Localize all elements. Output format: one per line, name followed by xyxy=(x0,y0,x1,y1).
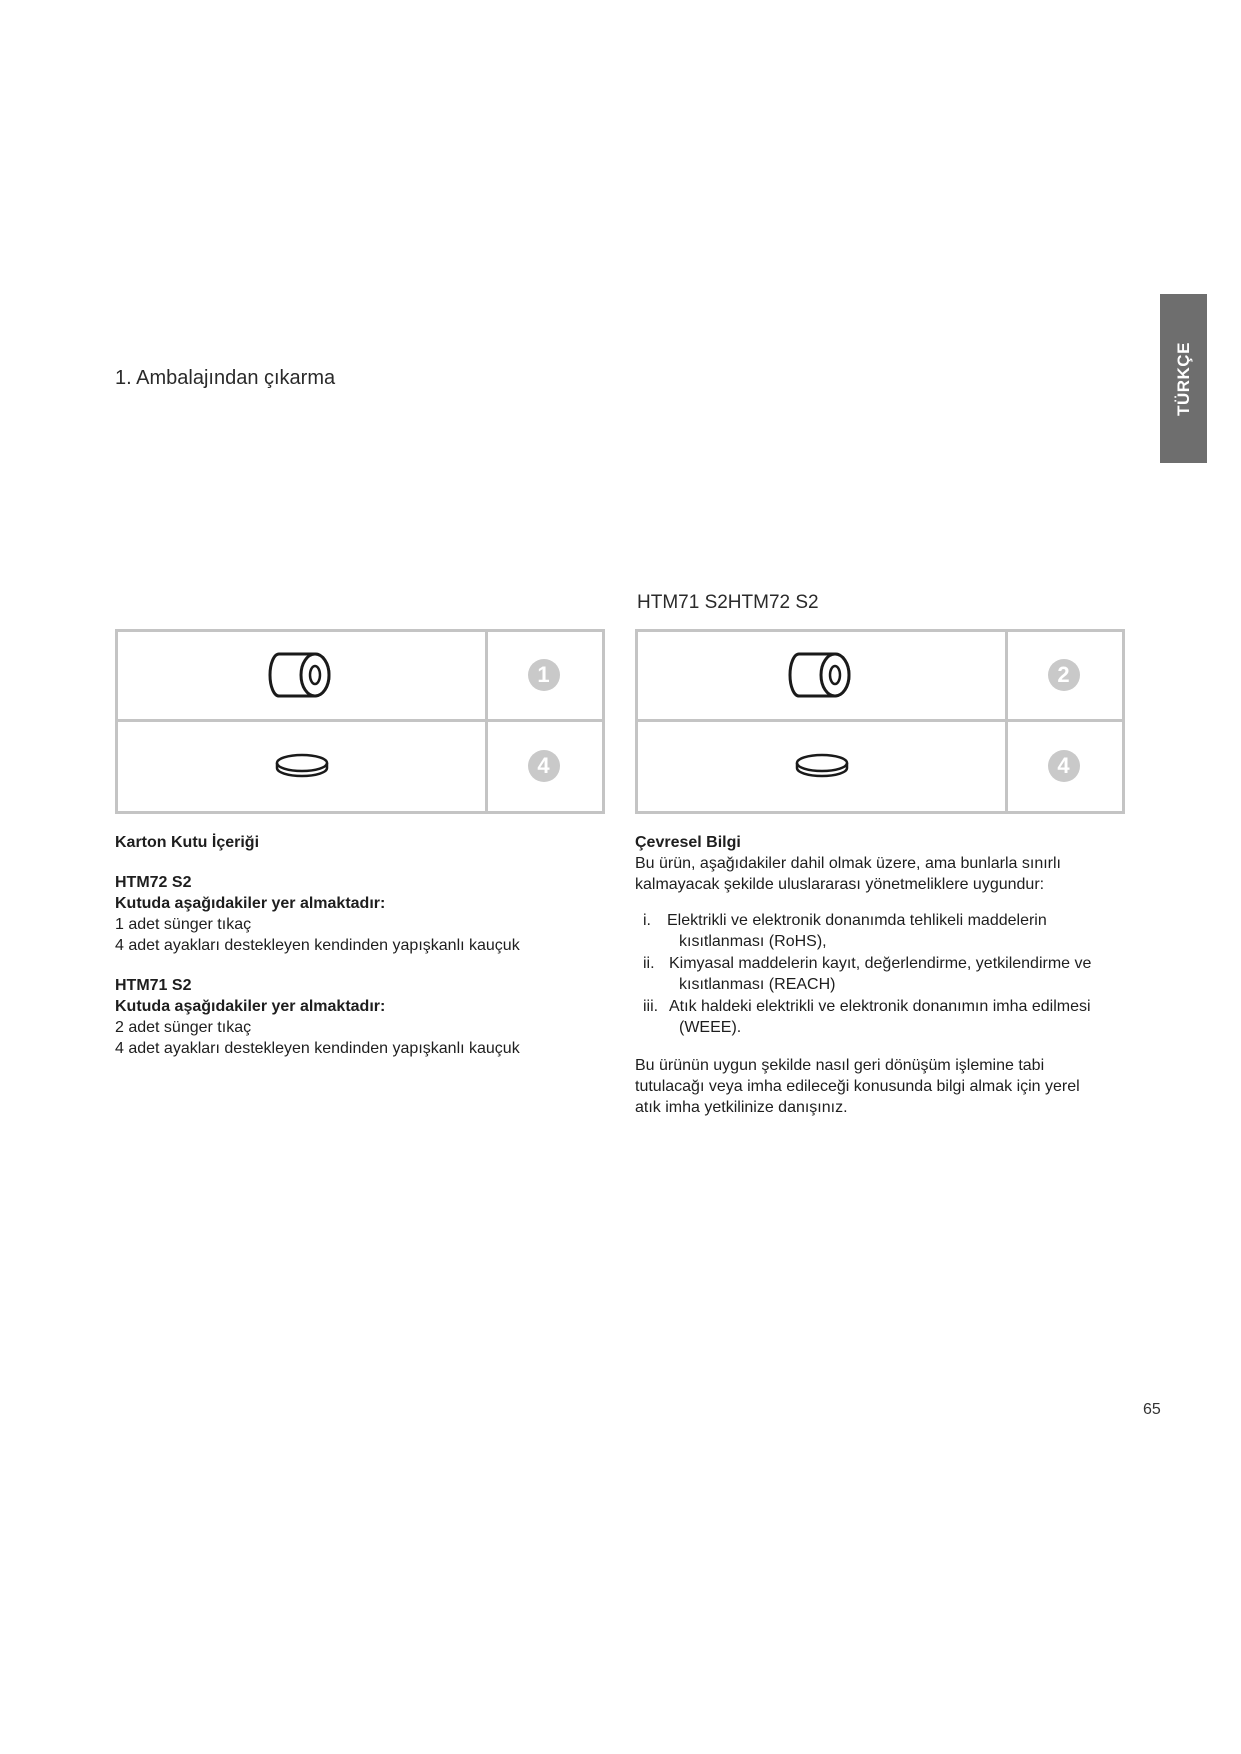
list-item-line1: Atık haldeki elektrikli ve elektronik donanımın imha edilmesi xyxy=(669,998,1091,1015)
list-item-line2: kısıtlanması (REACH) xyxy=(679,976,836,993)
environmental-intro-line2: kalmayacak şekilde uluslararası yönetmeliklere uygundur: xyxy=(635,876,1045,893)
parts-table-htm71 xyxy=(635,629,1125,814)
environmental-outro-line1: Bu ürünün uygun şekilde nasıl geri dönüşüm işlemine tabi xyxy=(635,1057,1045,1074)
item-image-cell xyxy=(118,632,485,719)
htm71-model: HTM71 S2 xyxy=(115,977,192,994)
environmental-outro-line3: atık imha yetkilinize danışınız. xyxy=(635,1099,848,1116)
list-item-line2: kısıtlanması (RoHS), xyxy=(679,933,827,950)
quantity-cell xyxy=(485,722,602,812)
list-item-line1: Elektrikli ve elektronik donanımda tehlikeli maddelerin xyxy=(667,912,1047,929)
htm72-model: HTM72 S2 xyxy=(115,874,192,891)
regulation-list xyxy=(635,910,1135,1038)
language-tab-label: TÜRKÇE xyxy=(1173,341,1193,416)
list-item-line1: Kimyasal maddelerin kayıt, değerlendirme, yetkilendirme ve xyxy=(669,955,1092,972)
box-contents-section xyxy=(115,832,605,1059)
quantity-cell xyxy=(1005,722,1122,812)
item-image-cell xyxy=(638,722,1005,812)
foam-plug-icon xyxy=(787,650,857,700)
table-row xyxy=(638,722,1122,812)
htm71-line1: 2 adet sünger tıkaç xyxy=(115,1019,252,1036)
item-image-cell xyxy=(638,632,1005,719)
quantity-badge: 4 xyxy=(1048,750,1080,782)
htm72-intro: Kutuda aşağıdakiler yer almaktadır: xyxy=(115,895,386,912)
section-title: 1. Ambalajından çıkarma xyxy=(115,367,336,389)
table-row xyxy=(118,722,602,812)
environmental-outro-line2: tutulacağı veya imha edileceği konusunda bilgi almak için yerel xyxy=(635,1078,1080,1095)
list-item-number: iii. xyxy=(643,998,659,1015)
item-image-cell xyxy=(118,722,485,812)
rubber-foot-icon xyxy=(792,751,852,781)
list-item-line2: (WEEE). xyxy=(679,1019,742,1036)
quantity-cell xyxy=(485,632,602,719)
list-item xyxy=(635,910,1135,952)
environmental-heading: Çevresel Bilgi xyxy=(635,834,741,851)
htm72-line1: 1 adet sünger tıkaç xyxy=(115,916,252,933)
quantity-badge: 2 xyxy=(1048,659,1080,691)
table-row xyxy=(638,632,1122,722)
rubber-foot-icon xyxy=(272,751,332,781)
language-tab xyxy=(1160,294,1207,463)
htm72-line2: 4 adet ayakları destekleyen kendinden yapışkanlı kauçuk xyxy=(115,937,520,954)
quantity-badge: 1 xyxy=(528,659,560,691)
htm71-intro: Kutuda aşağıdakiler yer almaktadır: xyxy=(115,998,386,1015)
parts-table-htm72 xyxy=(115,629,605,814)
quantity-badge: 4 xyxy=(528,750,560,782)
htm71-line2: 4 adet ayakları destekleyen kendinden yapışkanlı kauçuk xyxy=(115,1040,520,1057)
list-item-number: i. xyxy=(643,912,651,929)
page-number: 65 xyxy=(1143,1401,1161,1418)
box-contents-heading: Karton Kutu İçeriği xyxy=(115,834,260,851)
list-item xyxy=(635,953,1135,995)
quantity-cell xyxy=(1005,632,1122,719)
model-header: HTM71 S2HTM72 S2 xyxy=(637,592,819,613)
environmental-intro-line1: Bu ürün, aşağıdakiler dahil olmak üzere, ama bunlarla sınırlı xyxy=(635,855,1061,872)
table-row xyxy=(118,632,602,722)
environmental-section xyxy=(635,832,1135,1118)
foam-plug-icon xyxy=(267,650,337,700)
list-item-number: ii. xyxy=(643,955,655,972)
list-item xyxy=(635,996,1135,1038)
